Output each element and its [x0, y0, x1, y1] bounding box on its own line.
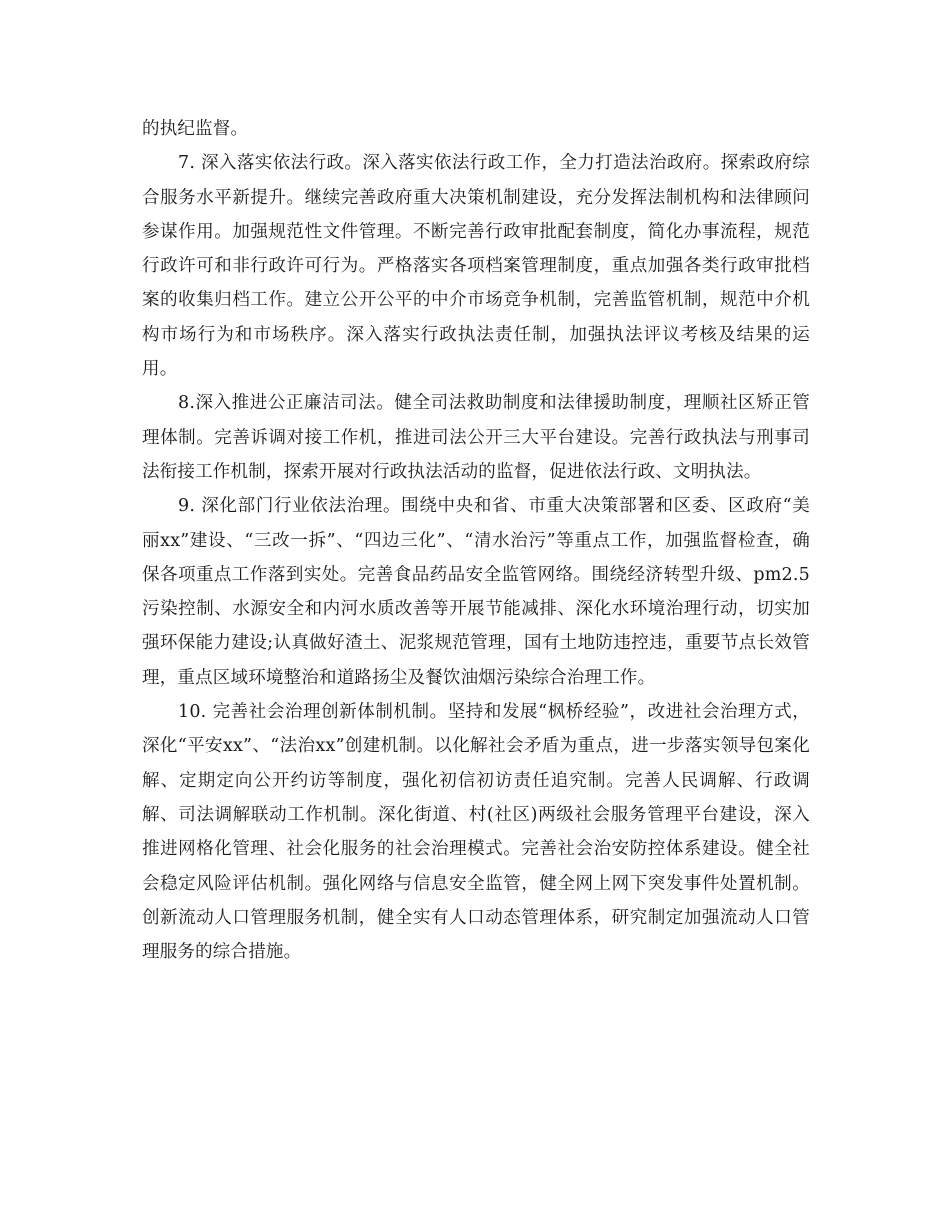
paragraph-item-9: 9. 深化部门行业依法治理。围绕中央和省、市重大决策部署和区委、区政府“美丽xx”建设、“三改一拆”、“四边三化”、“清水治污”等重点工作，加强监督检查，确保各项重点工作落到实处。完善食品药品安全监管网络。围绕经济转型升级、pm2.5污染控制、水源安全和内河水质改善等开展节能减排、深化水环境治理行动，切实加强环保能力建设;认真做好渣土、泥浆规范管理，国有土地防违控违，重要节点长效管理，重点区域环境整治和道路扬尘及餐饮油烟污染综合治理工作。	[142, 496, 810, 688]
paragraph-item-10: 10. 完善社会治理创新体制机制。坚持和发展“枫桥经验”，改进社会治理方式，深化“平安xx”、“法治xx”创建机制。以化解社会矛盾为重点，进一步落实领导包案化解、定期定向公开约访等制度，强化初信初访责任追究制。完善人民调解、行政调解、司法调解联动工作机制。深化街道、村(社区)两级社会服务管理平台建设，深入推进网格化管理、社会化服务的社会治理模式。完善社会治安防控体系建设。健全社会稳定风险评估机制。强化网络与信息安全监管，健全网上网下突发事件处置机制。创新流动人口管理服务机制，健全实有人口动态管理体系，研究制定加强流动人口管理服务的综合措施。	[142, 702, 810, 963]
paragraph-item-7: 7. 深入落实依法行政。深入落实依法行政工作，全力打造法治政府。探索政府综合服务水平新提升。继续完善政府重大决策机制建设，充分发挥法制机构和法律顾问参谋作用。加强规范性文件管理。不断完善行政审批配套制度，简化办事流程，规范行政许可和非行政许可行为。严格落实各项档案管理制度，重点加强各类行政审批档案的收集归档工作。建立公开公平的中介市场竞争机制，完善监管机制，规范中介机构市场行为和市场秩序。深入落实行政执法责任制，加强执法评议考核及结果的运用。	[142, 153, 810, 380]
paragraph-continuation: 的执纪监督。	[142, 119, 249, 139]
document-body	[142, 112, 810, 969]
paragraph-item-8: 8.深入推进公正廉洁司法。健全司法救助制度和法律援助制度，理顺社区矫正管理体制。完善诉调对接工作机，推进司法公开三大平台建设。完善行政执法与刑事司法衔接工作机制，探索开展对行政执法活动的监督，促进依法行政、文明执法。	[142, 393, 810, 482]
